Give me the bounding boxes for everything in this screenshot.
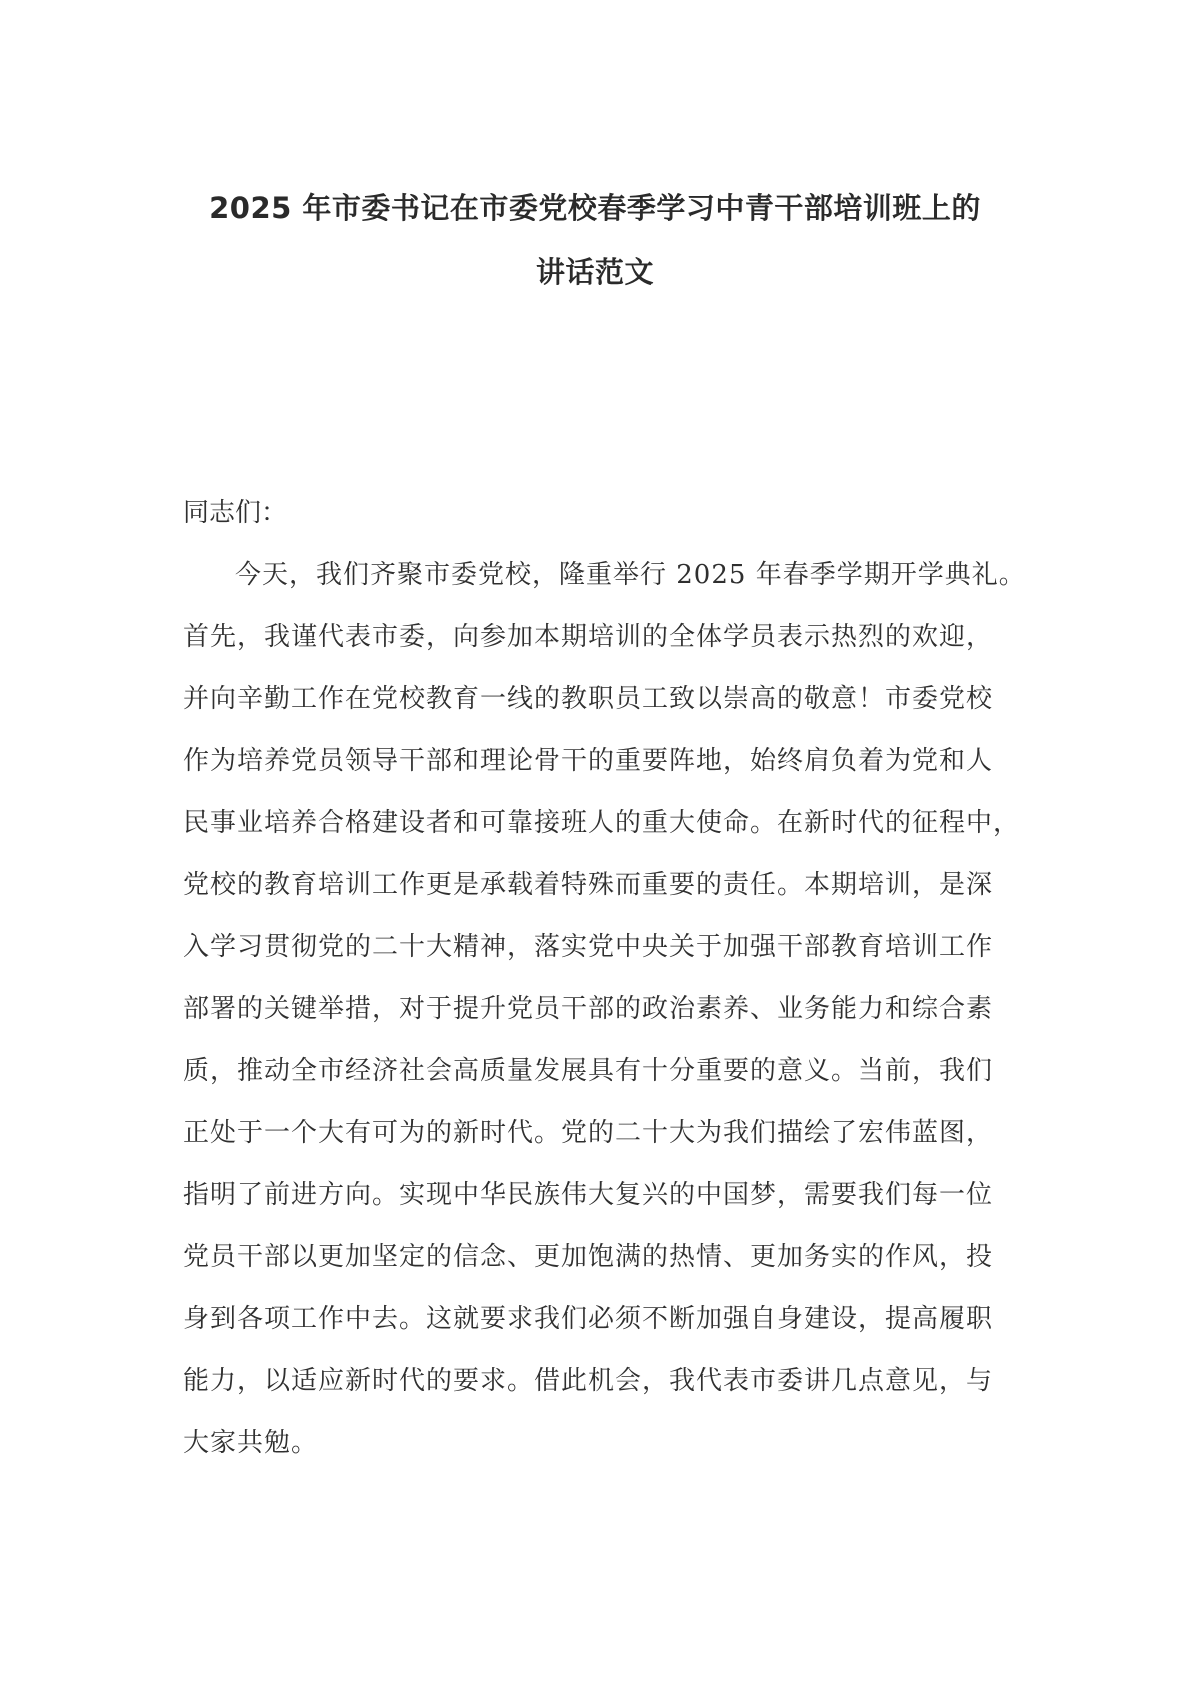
paragraph-line: 能力，以适应新时代的要求。借此机会，我代表市委讲几点意见，与 — [183, 1366, 994, 1396]
paragraph-line: 党员干部以更加坚定的信念、更加饱满的热情、更加务实的作风，投 — [183, 1242, 994, 1272]
paragraph-line: 指明了前进方向。实现中华民族伟大复兴的中国梦，需要我们每一位 — [183, 1180, 994, 1210]
paragraph-line: 正处于一个大有可为的新时代。党的二十大为我们描绘了宏伟蓝图， — [183, 1118, 994, 1148]
paragraph-line: 身到各项工作中去。这就要求我们必须不断加强自身建设，提高履职 — [183, 1304, 994, 1334]
paragraph-line: 入学习贯彻党的二十大精神，落实党中央关于加强干部教育培训工作 — [183, 932, 994, 962]
document-title — [150, 176, 1040, 304]
paragraph-line: 作为培养党员领导干部和理论骨干的重要阵地，始终肩负着为党和人 — [183, 746, 994, 776]
paragraph-line: 部署的关键举措，对于提升党员干部的政治素养、业务能力和综合素 — [183, 994, 994, 1024]
paragraph-line: 首先，我谨代表市委，向参加本期培训的全体学员表示热烈的欢迎， — [183, 622, 994, 652]
paragraph-line: 并向辛勤工作在党校教育一线的教职员工致以崇高的敬意！市委党校 — [183, 684, 994, 714]
document-body — [183, 482, 1026, 1474]
paragraph-line: 质，推动全市经济社会高质量发展具有十分重要的意义。当前，我们 — [183, 1056, 994, 1086]
paragraph-line: 今天，我们齐聚市委党校，隆重举行 2025 年春季学期开学典礼。 — [235, 560, 1026, 590]
paragraph-line: 党校的教育培训工作更是承载着特殊而重要的责任。本期培训，是深 — [183, 870, 994, 900]
title-line-2: 讲话范文 — [535, 255, 654, 289]
paragraph-line: 大家共勉。 — [183, 1428, 319, 1458]
paragraph-line: 民事业培养合格建设者和可靠接班人的重大使命。在新时代的征程中， — [183, 808, 1021, 838]
salutation: 同志们： — [183, 498, 288, 528]
title-line-1: 2025 年市委书记在市委党校春季学习中青干部培训班上的 — [209, 191, 981, 225]
paragraph — [183, 544, 1026, 1474]
